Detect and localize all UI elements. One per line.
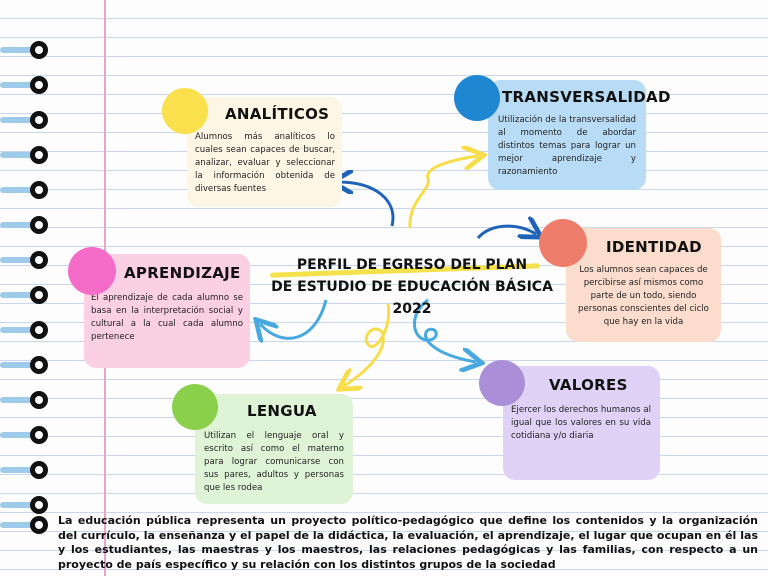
- node-text-analiticos: Alumnos más analíticos lo cuales sean capaces de buscar, analizar, evaluar y seleccionar la información obtenida de diversas fuentes: [195, 132, 335, 194]
- node-text-aprendizaje: El aprendizaje de cada alumno se basa en la interpretación social y cultural a la cual cada alumno pertenece: [91, 293, 243, 342]
- node-circle-aprendizaje: [68, 247, 116, 295]
- node-title-valores: VALORES: [549, 376, 628, 394]
- node-card-valores: [503, 366, 660, 480]
- node-circle-analiticos: [162, 88, 208, 134]
- footer-paragraph: La educación pública representa un proyecto político-pedagógico que define los contenidos y la organización del currículo, la enseñanza y el papel de la didáctica, la evaluación, el aprendizaje, el lugar que ocupan en él las y los estudiantes, las maestras y los maestros, las relaciones pedagógicas y las familias, con respecto a un proyecto de país específico y su relación con los distintos grupos de la sociedad: [58, 514, 758, 571]
- node-card-identidad: [566, 228, 721, 342]
- node-card-transversalidad: [488, 80, 671, 190]
- node-title-aprendizaje: APRENDIZAJE: [124, 264, 241, 282]
- center-title: [262, 254, 562, 320]
- node-title-transversalidad: TRANSVERSALIDAD: [502, 88, 671, 106]
- arrow-to-analiticos: [338, 182, 393, 226]
- arrow-to-identidad: [478, 226, 536, 238]
- node-card-lengua: [195, 394, 353, 504]
- node-title-identidad: IDENTIDAD: [606, 238, 702, 256]
- node-circle-valores: [479, 360, 525, 406]
- node-card-analiticos: [187, 97, 342, 207]
- node-title-analiticos: ANALÍTICOS: [225, 105, 330, 123]
- node-title-lengua: LENGUA: [247, 402, 317, 420]
- node-text-valores: Ejercer los derechos humanos al igual que los valores en su vida cotidiana y/o diaria: [511, 405, 651, 441]
- center-title-line2: DE ESTUDIO DE EDUCACIÓN BÁSICA 2022: [271, 279, 553, 317]
- node-text-lengua: Utilizan el lenguaje oral y escrito así como el materno para lograr comunicarse con sus pares, adultos y personas que les rodea: [204, 431, 344, 493]
- center-title-line1: PERFIL DE EGRESO DEL PLAN: [296, 257, 528, 273]
- node-circle-transversalidad: [454, 75, 500, 121]
- node-circle-lengua: [172, 384, 218, 430]
- arrow-to-transversalidad: [410, 156, 478, 228]
- node-text-identidad: Los alumnos sean capaces de percibirse así mismos como parte de un todo, siendo personas conscientes del ciclo que hay en la vida: [578, 265, 709, 327]
- node-text-transversalidad: Utilización de la transversalidad al momento de abordar distintos temas para lograr un mejor aprendizaje y razonamiento: [498, 115, 636, 177]
